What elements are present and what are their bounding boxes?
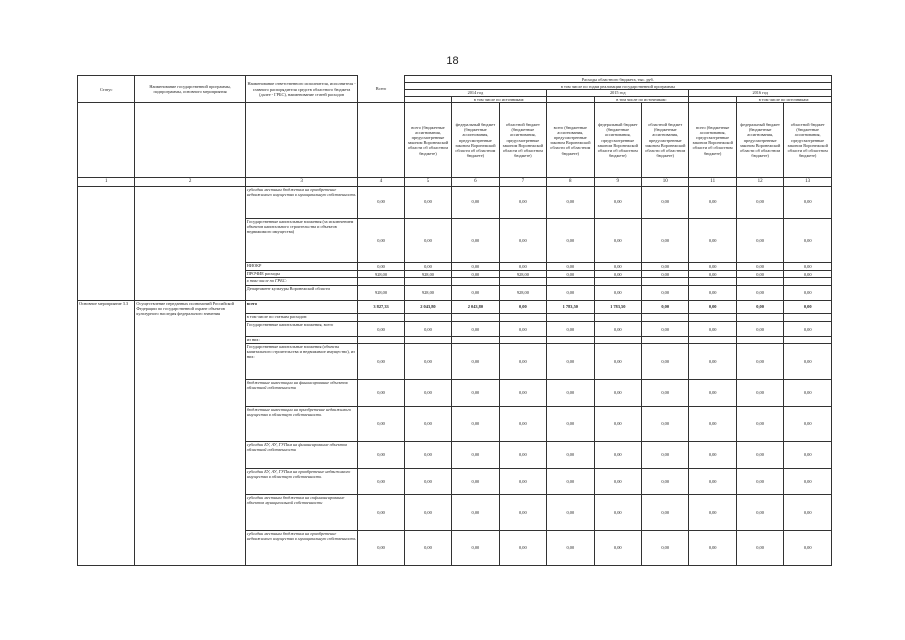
column-number: 11 [689, 178, 736, 187]
value-cell: 0,00 [689, 468, 736, 495]
header-executor: Наименование ответственного исполнителя, исполнителя - главного распорядителя средств областного бюджета (далее - ГРБС), наименование статей расходов [245, 76, 358, 103]
value-cell [358, 313, 404, 322]
value-cell: 0,00 [689, 379, 736, 406]
value-cell: 0,00 [594, 441, 641, 468]
value-cell: 0,00 [784, 270, 832, 277]
program-cell [135, 263, 245, 270]
value-cell: 0,00 [404, 322, 451, 337]
value-cell: 0,00 [641, 406, 688, 441]
value-cell: 0,00 [784, 300, 832, 313]
column-numbers-row [78, 178, 832, 187]
program-cell [135, 285, 245, 300]
status-cell [78, 263, 135, 270]
column-number: 12 [736, 178, 783, 187]
value-cell [736, 313, 783, 322]
column-number: 13 [784, 178, 832, 187]
value-cell [736, 337, 783, 344]
expense-label: ПРОЧИЕ расходы [245, 270, 358, 277]
value-cell: 0,00 [784, 285, 832, 300]
value-cell: 0,00 [594, 186, 641, 218]
value-cell: 0,00 [358, 406, 404, 441]
value-cell: 0,00 [358, 530, 404, 565]
header-all-2015: всего (бюджетные ассигнования, предусмотренные законом Воронежской области об областном бюджете) [547, 103, 594, 178]
program-cell [135, 186, 245, 218]
value-cell: 0,00 [736, 218, 783, 263]
value-cell: 0,00 [594, 495, 641, 530]
value-cell [547, 278, 594, 285]
value-cell: 0,00 [404, 530, 451, 565]
value-cell: 0,00 [404, 186, 451, 218]
value-cell [736, 278, 783, 285]
value-cell: 0,00 [689, 285, 736, 300]
expense-label: субсидии местным бюджетам на приобретение недвижимого имущества в муниципальную собственность [245, 530, 358, 565]
value-cell: 0,00 [594, 530, 641, 565]
header-by-years: в том числе по годам реализации государственной программы [404, 83, 831, 90]
header-year-2014: 2014 год [404, 90, 546, 97]
header-all-2014: всего (бюджетные ассигнования, предусмотренные законом Воронежской области об областном бюджете) [404, 103, 451, 178]
value-cell: 0,00 [689, 270, 736, 277]
column-number: 2 [135, 178, 245, 187]
value-cell: 0,00 [784, 441, 832, 468]
value-cell [594, 313, 641, 322]
value-cell: 3 827,33 [358, 300, 404, 313]
value-cell [689, 337, 736, 344]
value-cell: 0,00 [641, 270, 688, 277]
value-cell [404, 337, 451, 344]
value-cell: 0,00 [547, 379, 594, 406]
value-cell [641, 313, 688, 322]
value-cell: 0,00 [547, 343, 594, 379]
measure-status: Основное мероприятие 3.3 [78, 300, 135, 565]
value-cell: 0,00 [641, 468, 688, 495]
header-regional-2014: областной бюджет (бюджетные ассигнования, предусмотренные законом Воронежской области об областном бюджете) [499, 103, 546, 178]
value-cell: 0,00 [358, 468, 404, 495]
value-cell: 0,00 [358, 343, 404, 379]
value-cell: 0,00 [594, 379, 641, 406]
expense-label: Государственные капитальные вложения (за исключением объектов капитального строительства и объектов недвижимого имущества) [245, 218, 358, 263]
value-cell [358, 278, 404, 285]
value-cell: 1 783,50 [594, 300, 641, 313]
value-cell [689, 313, 736, 322]
value-cell [641, 337, 688, 344]
value-cell: 0,00 [641, 495, 688, 530]
value-cell [499, 313, 546, 322]
value-cell: 0,00 [594, 468, 641, 495]
value-cell: 1 783,50 [547, 300, 594, 313]
value-cell [784, 313, 832, 322]
value-cell: 0,00 [499, 530, 546, 565]
value-cell [452, 278, 499, 285]
value-cell [547, 313, 594, 322]
value-cell: 0,00 [499, 379, 546, 406]
value-cell [404, 278, 451, 285]
expense-label: бюджетные инвестиции на приобретение недвижимого имущества в областную собственность [245, 406, 358, 441]
value-cell: 0,00 [547, 468, 594, 495]
expense-label: Государственные капитальные вложения (объекты капитального строительства и недвижимое имущество), из них: [245, 343, 358, 379]
value-cell: 0,00 [784, 186, 832, 218]
value-cell: 0,00 [736, 300, 783, 313]
value-cell [499, 278, 546, 285]
measure-name: Осуществление переданных полномочий Российской Федерации по государственной охране объектов культурного наследия федерального значения [135, 300, 245, 565]
value-cell [499, 337, 546, 344]
expense-label: Государственные капитальные вложения, всего [245, 322, 358, 337]
expense-label: в том числе по ГРБС: [245, 278, 358, 285]
value-cell: 0,00 [499, 343, 546, 379]
value-cell: 0,00 [594, 343, 641, 379]
value-cell: 0,00 [547, 495, 594, 530]
value-cell: 2 043,80 [404, 300, 451, 313]
value-cell: 0,00 [358, 379, 404, 406]
header-program: Наименование государственной программы, подпрограммы, основного мероприятия [135, 76, 245, 103]
status-cell [78, 186, 135, 218]
value-cell: 928,00 [499, 270, 546, 277]
expense-label: субсидии БУ, АУ, ГУПам на финансирование объектов областной собственности [245, 441, 358, 468]
value-cell: 0,00 [452, 186, 499, 218]
header-federal-2015: федеральный бюджет (бюджетные ассигнования, предусмотренные законом Воронежской области об областном бюджете) [594, 103, 641, 178]
value-cell [784, 278, 832, 285]
value-cell: 0,00 [736, 530, 783, 565]
value-cell [404, 313, 451, 322]
program-cell [135, 278, 245, 285]
expense-label: субсидии местным бюджетам на приобретение недвижимого имущества в муниципальную собственность [245, 186, 358, 218]
header-federal-2014: федеральный бюджет (бюджетные ассигнования, предусмотренные законом Воронежской области об областном бюджете) [452, 103, 499, 178]
value-cell: 0,00 [784, 322, 832, 337]
value-cell: 0,00 [499, 322, 546, 337]
value-cell: 0,00 [641, 530, 688, 565]
value-cell: 0,00 [404, 343, 451, 379]
value-cell: 0,00 [736, 495, 783, 530]
value-cell: 0,00 [547, 441, 594, 468]
value-cell: 928,00 [404, 285, 451, 300]
header-regional-2015: областной бюджет (бюджетные ассигнования, предусмотренные законом Воронежской области об областном бюджете) [641, 103, 688, 178]
value-cell: 0,00 [641, 263, 688, 270]
column-number: 8 [547, 178, 594, 187]
table-row [78, 300, 832, 313]
value-cell: 0,00 [404, 379, 451, 406]
header-expenses: Расходы областного бюджета, тыс. руб. [404, 76, 831, 83]
value-cell: 0,00 [594, 406, 641, 441]
value-cell: 0,00 [452, 468, 499, 495]
table-row [78, 270, 832, 277]
expense-label: субсидии местным бюджетам на софинансирование объектов муниципальной собственности [245, 495, 358, 530]
value-cell [641, 278, 688, 285]
value-cell: 0,00 [641, 186, 688, 218]
value-cell: 0,00 [689, 263, 736, 270]
table-row [78, 278, 832, 285]
value-cell: 0,00 [689, 495, 736, 530]
value-cell: 0,00 [736, 263, 783, 270]
value-cell: 0,00 [736, 343, 783, 379]
value-cell: 928,00 [499, 285, 546, 300]
expense-label: субсидии БУ, АУ, ГУПам на приобретение недвижимого имущества в областную собственность [245, 468, 358, 495]
value-cell: 0,00 [594, 263, 641, 270]
value-cell: 0,00 [641, 285, 688, 300]
value-cell: 0,00 [404, 441, 451, 468]
value-cell: 0,00 [689, 186, 736, 218]
value-cell: 0,00 [736, 406, 783, 441]
value-cell [594, 337, 641, 344]
value-cell: 0,00 [736, 379, 783, 406]
value-cell: 0,00 [547, 263, 594, 270]
header-status: Статус [78, 76, 135, 103]
value-cell: 0,00 [452, 406, 499, 441]
value-cell: 0,00 [784, 530, 832, 565]
value-cell: 0,00 [499, 218, 546, 263]
value-cell: 0,00 [689, 406, 736, 441]
value-cell: 0,00 [358, 441, 404, 468]
value-cell [358, 337, 404, 344]
value-cell: 0,00 [736, 441, 783, 468]
value-cell: 0,00 [452, 270, 499, 277]
column-number: 7 [499, 178, 546, 187]
value-cell [594, 278, 641, 285]
value-cell: 0,00 [641, 322, 688, 337]
value-cell: 0,00 [358, 322, 404, 337]
column-number: 4 [358, 178, 404, 187]
value-cell: 0,00 [499, 406, 546, 441]
expense-label: НИОКР [245, 263, 358, 270]
value-cell: 0,00 [547, 406, 594, 441]
header-year-2016: 2016 год [689, 90, 832, 97]
column-number: 9 [594, 178, 641, 187]
value-cell: 0,00 [784, 343, 832, 379]
header-regional-2016: областной бюджет (бюджетные ассигнования, предусмотренные законом Воронежской области об областном бюджете) [784, 103, 832, 178]
value-cell: 928,00 [358, 270, 404, 277]
value-cell: 0,00 [452, 441, 499, 468]
value-cell: 0,00 [499, 441, 546, 468]
expense-label: бюджетные инвестиции на финансирование объектов областной собственности [245, 379, 358, 406]
program-cell [135, 270, 245, 277]
value-cell: 0,00 [689, 343, 736, 379]
expense-label: из них: [245, 337, 358, 344]
table-row [78, 285, 832, 300]
value-cell: 0,00 [784, 218, 832, 263]
value-cell: 0,00 [547, 322, 594, 337]
expense-label: Департамент культуры Воронежской области [245, 285, 358, 300]
value-cell: 0,00 [736, 468, 783, 495]
value-cell: 0,00 [452, 218, 499, 263]
status-cell [78, 218, 135, 263]
value-cell: 2 043,80 [452, 300, 499, 313]
value-cell: 0,00 [499, 186, 546, 218]
value-cell: 0,00 [452, 530, 499, 565]
value-cell: 0,00 [689, 322, 736, 337]
expense-label: всего [245, 300, 358, 313]
status-cell [78, 278, 135, 285]
column-number: 10 [641, 178, 688, 187]
value-cell: 0,00 [452, 343, 499, 379]
table-row [78, 218, 832, 263]
value-cell: 0,00 [736, 285, 783, 300]
value-cell: 0,00 [784, 495, 832, 530]
value-cell: 0,00 [499, 263, 546, 270]
value-cell [784, 337, 832, 344]
value-cell: 0,00 [452, 263, 499, 270]
value-cell: 0,00 [358, 263, 404, 270]
column-number: 5 [404, 178, 451, 187]
value-cell [547, 337, 594, 344]
value-cell: 0,00 [784, 406, 832, 441]
value-cell: 0,00 [547, 218, 594, 263]
table-row [78, 186, 832, 218]
value-cell: 0,00 [547, 530, 594, 565]
expense-label: в том числе по статьям расходов: [245, 313, 358, 322]
column-number: 1 [78, 178, 135, 187]
value-cell [452, 337, 499, 344]
page-number: 18 [446, 55, 459, 67]
value-cell: 0,00 [689, 218, 736, 263]
header-sources-2016: в том числе по источникам: [736, 96, 831, 103]
budget-table [77, 75, 832, 566]
value-cell: 0,00 [784, 468, 832, 495]
value-cell: 0,00 [594, 322, 641, 337]
value-cell: 0,00 [784, 379, 832, 406]
value-cell: 0,00 [404, 468, 451, 495]
column-number: 6 [452, 178, 499, 187]
value-cell: 0,00 [358, 186, 404, 218]
value-cell: 0,00 [547, 186, 594, 218]
table-row [78, 263, 832, 270]
value-cell: 0,00 [547, 285, 594, 300]
value-cell [452, 313, 499, 322]
header-total: Всего [358, 76, 404, 103]
value-cell: 0,00 [736, 322, 783, 337]
value-cell: 0,00 [452, 322, 499, 337]
value-cell: 928,00 [404, 270, 451, 277]
value-cell: 0,00 [404, 218, 451, 263]
value-cell: 0,00 [404, 495, 451, 530]
value-cell: 0,00 [358, 218, 404, 263]
value-cell: 928,00 [358, 285, 404, 300]
value-cell: 0,00 [499, 495, 546, 530]
value-cell: 0,00 [594, 285, 641, 300]
value-cell: 0,00 [641, 218, 688, 263]
header-sources-2014: в том числе по источникам: [452, 96, 547, 103]
value-cell: 0,00 [499, 468, 546, 495]
header-federal-2016: федеральный бюджет (бюджетные ассигнования, предусмотренные законом Воронежской области об областном бюджете) [736, 103, 783, 178]
status-cell [78, 270, 135, 277]
value-cell: 0,00 [452, 285, 499, 300]
value-cell: 0,00 [641, 441, 688, 468]
header-sources-2015: в том числе по источникам: [594, 96, 689, 103]
value-cell: 0,00 [784, 263, 832, 270]
value-cell: 0,00 [736, 186, 783, 218]
column-number: 3 [245, 178, 358, 187]
value-cell: 0,00 [641, 300, 688, 313]
value-cell: 0,00 [404, 263, 451, 270]
program-cell [135, 218, 245, 263]
value-cell: 0,00 [641, 343, 688, 379]
header-all-2016: всего (бюджетные ассигнования, предусмотренные законом Воронежской области об областном бюджете) [689, 103, 736, 178]
value-cell: 0,00 [689, 530, 736, 565]
value-cell: 0,00 [641, 379, 688, 406]
value-cell [689, 278, 736, 285]
value-cell: 0,00 [547, 270, 594, 277]
value-cell: 0,00 [689, 300, 736, 313]
value-cell: 0,00 [594, 218, 641, 263]
value-cell: 0,00 [594, 270, 641, 277]
value-cell: 0,00 [404, 406, 451, 441]
value-cell: 0,00 [736, 270, 783, 277]
value-cell: 0,00 [689, 441, 736, 468]
value-cell: 0,00 [452, 495, 499, 530]
status-cell [78, 285, 135, 300]
value-cell: 0,00 [358, 495, 404, 530]
value-cell: 0,00 [452, 379, 499, 406]
value-cell: 0,00 [499, 300, 546, 313]
header-year-2015: 2015 год [547, 90, 689, 97]
